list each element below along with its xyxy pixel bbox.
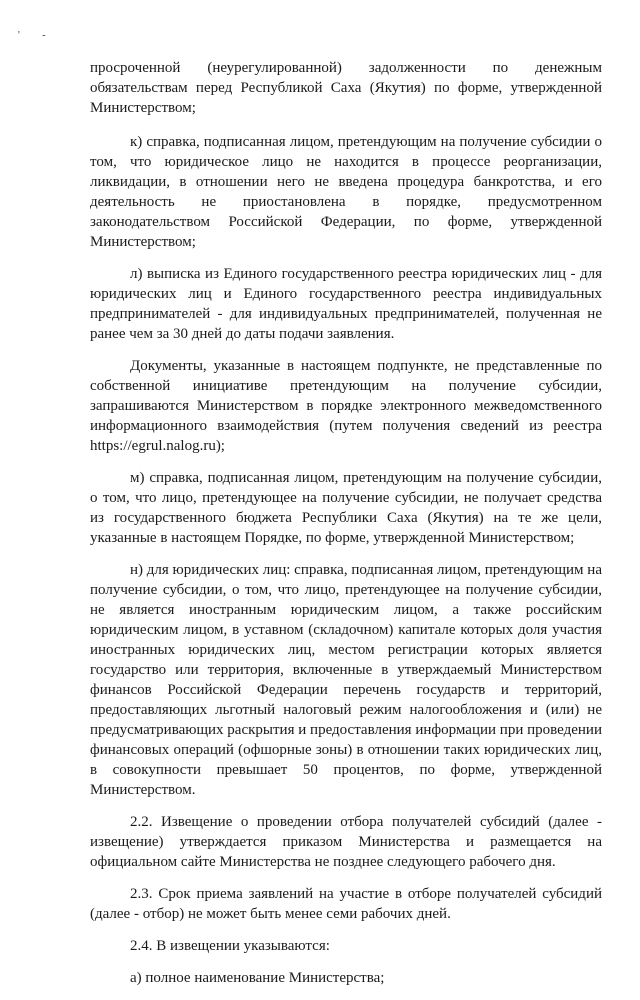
corner-mark: ' - xyxy=(18,30,56,41)
paragraph-2-3: 2.3. Срок приема заявлений на участие в отборе получателей субсидий (далее - отбор) не может быть менее семи рабочих дней. xyxy=(90,886,602,922)
paragraph-documents-note: Документы, указанные в настоящем подпункте, не представленные по собственной инициативе претендующим на получение субсидии, запрашиваются Министерством в порядке электронного межведомственного информационного взаимодействия (путем получения сведений из реестра https://egrul.nalog.ru); xyxy=(90,358,602,454)
paragraph-item-m: м) справка, подписанная лицом, претендующим на получение субсидии, о том, что лицо, претендующее на получение субсидии, не получает средства из государственного бюджета Республики Саха (Якутия) на те же цели, указанные в настоящем Порядке, по форме, утвержденной Министерством; xyxy=(90,470,602,546)
paragraph-item-n: н) для юридических лиц: справка, подписанная лицом, претендующим на получение субсидии, о том, что лицо, претендующее на получение субсидии, не является иностранным юридическим лицом, а также российским юридическим лицом, в уставном (складочном) капитале которых доля участия иностранных юридических лиц, местом регистрации которых является государство или территория, включенные в утверждаемый Министерством финансов Российской Федерации перечень государств и территорий, предоставляющих льготный налоговый режим налогообложения и (или) не предусматривающих раскрытия и предоставления информации при проведении финансовых операций (офшорные зоны) в отношении таких юридических лиц, в совокупности превышает 50 процентов, по форме, утвержденной Министерством. xyxy=(90,562,602,798)
paragraph-item-k: к) справка, подписанная лицом, претендующим на получение субсидии о том, что юридическое лицо не находится в процессе реорганизации, ликвидации, в отношении него не введена процедура банкротства, и его деятельность не приостановлена в порядке, предусмотренном законодательством Российской Федерации, по форме, утвержденной Министерством; xyxy=(90,134,602,250)
paragraph-item-a: а) полное наименование Министерства; xyxy=(130,970,385,986)
document-body xyxy=(90,58,602,1000)
paragraph-debt-continuation: просроченной (неурегулированной) задолженности по денежным обязательствам перед Республикой Саха (Якутия) по форме, утвержденной Министерством; xyxy=(90,60,602,116)
paragraph-2-4: 2.4. В извещении указываются: xyxy=(130,938,330,954)
paragraph-2-2: 2.2. Извещение о проведении отбора получателей субсидий (далее - извещение) утверждается приказом Министерства и размещается на официальном сайте Министерства не позднее следующего рабочего дня. xyxy=(90,814,602,870)
paragraph-item-l: л) выписка из Единого государственного реестра юридических лиц - для юридических лиц и Единого государственного реестра индивидуальных предпринимателей - для индивидуальных предпринимателей, полученная не ранее чем за 30 дней до даты подачи заявления. xyxy=(90,266,602,342)
